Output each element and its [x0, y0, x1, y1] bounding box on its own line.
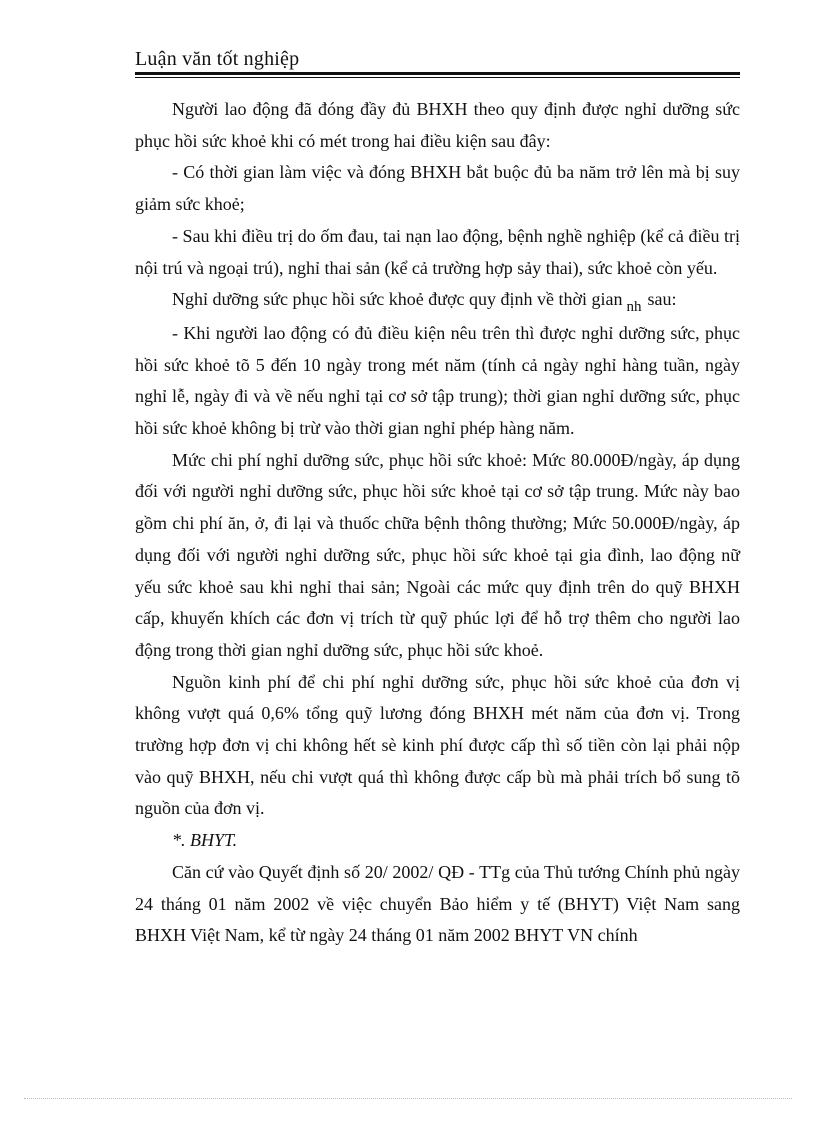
time-rule-subscript: nh	[626, 299, 642, 316]
time-rule-text: Nghỉ dưỡng sức phục hồi sức khoẻ được quy định về thời gian	[172, 289, 623, 310]
header-rule-thick	[135, 72, 740, 75]
footer-dotted-line	[24, 1098, 792, 1099]
time-rule-text-end: sau:	[647, 289, 677, 310]
page-header	[135, 46, 740, 72]
header-rule-thin	[135, 77, 740, 78]
paragraph-cost-levels: Mức chi phí nghỉ dưỡng sức, phục hồi sức khoẻ: Mức 80.000Đ/ngày, áp dụng đối với người nghỉ dưỡng sức, phục hồi sức khoẻ tại cơ sở tập trung. Mức này bao gồm chi phí ăn, ở, đi lại và thuốc chữa bệnh thông thường; Mức 50.000Đ/ngày, áp dụng đối với người nghỉ dưỡng sức, phục hồi sức khoẻ tại gia đình, lao động nữ yếu sức khoẻ sau khi nghỉ thai sản; Ngoài các mức quy định trên do quỹ BHXH cấp, khuyến khích các đơn vị trích từ quỹ phúc lợi để hỗ trợ thêm cho người lao động trong thời gian nghỉ dưỡng sức, phục hồi sức khoẻ.	[135, 449, 740, 660]
paragraph-bhyt-decision: Căn cứ vào Quyết định số 20/ 2002/ QĐ - TTg của Thủ tướng Chính phủ ngày 24 tháng 01 năm 2002 về việc chuyển Bảo hiểm y tế (BHYT) Việt Nam sang BHXH Việt Nam, kể từ ngày 24 tháng 01 năm 2002 BHYT VN chính	[135, 861, 740, 946]
document-body	[135, 94, 740, 952]
paragraph-condition-2: - Sau khi điều trị do ốm đau, tai nạn lao động, bệnh nghề nghiệp (kể cả điều trị nội trú và ngoại trú), nghỉ thai sản (kể cả trường hợp sảy thai), sức khoẻ còn yếu.	[135, 225, 740, 278]
section-heading-bhyt: *. BHYT.	[172, 830, 238, 851]
paragraph-time-rule	[135, 284, 740, 318]
paragraph-condition-1: - Có thời gian làm việc và đóng BHXH bắt buộc đủ ba năm trở lên mà bị suy giảm sức khoẻ;	[135, 162, 740, 215]
header-title: Luận văn tốt nghiệp	[135, 48, 300, 70]
paragraph-eligibility-intro: Người lao động đã đóng đầy đủ BHXH theo quy định được nghỉ dưỡng sức phục hồi sức khoẻ khi có mét trong hai điều kiện sau đây:	[135, 99, 740, 151]
paragraph-duration: - Khi người lao động có đủ điều kiện nêu trên thì được nghỉ dưỡng sức, phục hồi sức khoẻ tõ 5 đến 10 ngày trong mét năm (tính cả ngày nghỉ hàng tuần, ngày nghỉ lễ, ngày đi và về nếu nghỉ tại cơ sở tập trung); thời gian nghỉ dưỡng sức, phục hồi sức khoẻ không bị trừ vào thời gian nghỉ phép hàng năm.	[135, 322, 740, 439]
paragraph-funding-source: Nguồn kinh phí để chi phí nghỉ dưỡng sức, phục hồi sức khoẻ của đơn vị không vượt quá 0,6% tổng quỹ lương đóng BHXH mét năm của đơn vị. Trong trường hợp đơn vị chi không hết sè kinh phí được cấp thì số tiền còn lại phải nộp vào quỹ BHXH, nếu chi vượt quá thì không được cấp bù mà phải trích bổ sung tõ nguồn của đơn vị.	[135, 671, 740, 819]
